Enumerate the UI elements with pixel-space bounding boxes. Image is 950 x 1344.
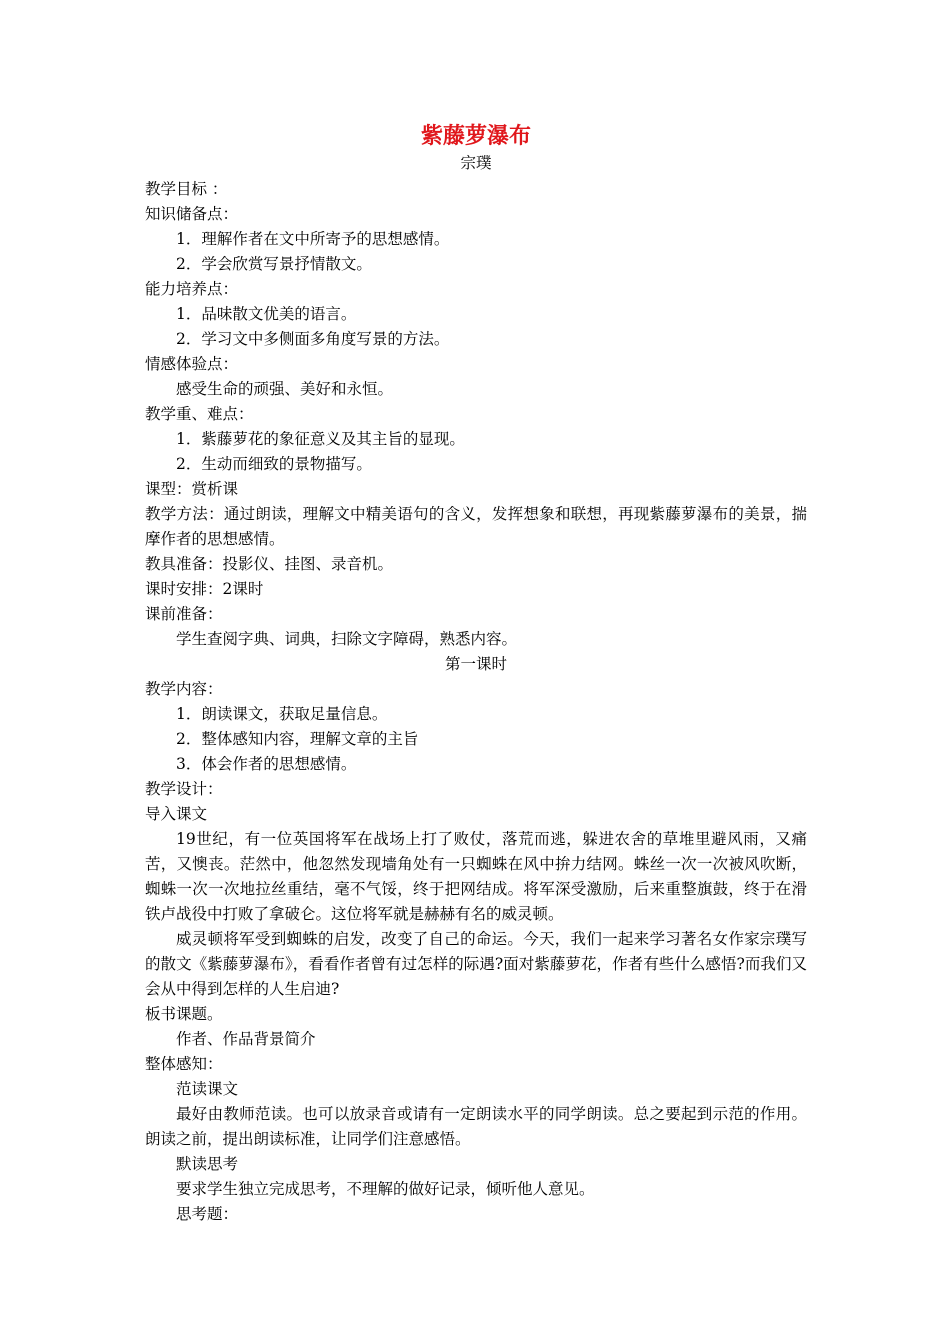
text-line: 思考题： <box>176 1205 239 1223</box>
text-line: 2．生动而细致的景物描写。 <box>176 455 372 473</box>
text-line: 2．学习文中多侧面多角度写景的方法。 <box>176 330 450 348</box>
text-paragraph: 最好由教师范读。也可以放录音或请有一定朗读水平的同学朗读。总之要起到示范的作用。朗读之前，提出朗读标准，让同学们注意感悟。 <box>145 1105 807 1148</box>
text-line: 导入课文 <box>145 805 208 823</box>
text-line: 教学设计： <box>145 780 223 798</box>
text-line: 要求学生独立完成思考，不理解的做好记录，倾听他人意见。 <box>176 1180 595 1198</box>
text-line: 1．朗读课文，获取足量信息。 <box>176 705 388 723</box>
text-line: 知识储备点： <box>145 205 239 223</box>
text-line: 1．理解作者在文中所寄予的思想感情。 <box>176 230 450 248</box>
text-line: 2．学会欣赏写景抒情散文。 <box>176 255 372 273</box>
text-line: 整体感知： <box>145 1055 223 1073</box>
text-line: 教具准备：投影仪、挂图、录音机。 <box>145 555 394 573</box>
text-line: 范读课文 <box>176 1080 239 1098</box>
section-heading: 第一课时 <box>444 655 507 673</box>
text-paragraph: 教学方法：通过朗读，理解文中精美语句的含义，发挥想象和联想，再现紫藤萝瀑布的美景，揣摩作者的思想感情。 <box>145 505 807 548</box>
text-line: 教学内容： <box>145 680 223 698</box>
text-paragraph: 威灵顿将军受到蜘蛛的启发，改变了自己的命运。今天，我们一起来学习著名女作家宗璞写的散文《紫藤萝瀑布》，看看作者曾有过怎样的际遇?面对紫藤萝花，作者有些什么感悟?而我们又会从中得到怎样的人生启迪? <box>145 930 807 998</box>
document-author: 宗璞 <box>460 154 492 172</box>
text-line: 3．体会作者的思想感情。 <box>176 755 357 773</box>
text-line: 情感体验点： <box>145 355 239 373</box>
text-line: 2．整体感知内容，理解文章的主旨 <box>176 730 419 748</box>
text-line: 教学目标 ： <box>145 180 228 198</box>
text-line: 课时安排：2课时 <box>145 580 264 598</box>
text-line: 课型：赏析课 <box>145 480 239 498</box>
text-line: 学生查阅字典、词典，扫除文字障碍，熟悉内容。 <box>176 630 518 648</box>
document-content <box>145 122 807 1227</box>
text-line: 板书课题。 <box>145 1005 223 1023</box>
text-line: 教学重、难点： <box>145 405 254 423</box>
text-line: 感受生命的顽强、美好和永恒。 <box>176 380 394 398</box>
text-paragraph: 19世纪，有一位英国将军在战场上打了败仗，落荒而逃，躲进农舍的草堆里避风雨，又痛苦，又懊丧。茫然中，他忽然发现墙角处有一只蜘蛛在风中拚力结网。蛛丝一次一次被风吹断，蜘蛛一次一次地拉丝重结，毫不气馁，终于把网结成。将军深受激励，后来重整旗鼓，终于在滑铁卢战役中打败了拿破仑。这位将军就是赫赫有名的威灵顿。 <box>145 830 807 923</box>
text-line: 作者、作品背景简介 <box>176 1030 316 1048</box>
document-title: 紫藤萝瀑布 <box>420 124 531 149</box>
text-line: 1．紫藤萝花的象征意义及其主旨的显现。 <box>176 430 465 448</box>
text-line: 能力培养点： <box>145 280 239 298</box>
text-line: 1．品味散文优美的语言。 <box>176 305 357 323</box>
text-line: 默读思考 <box>176 1155 239 1173</box>
text-line: 课前准备： <box>145 605 223 623</box>
